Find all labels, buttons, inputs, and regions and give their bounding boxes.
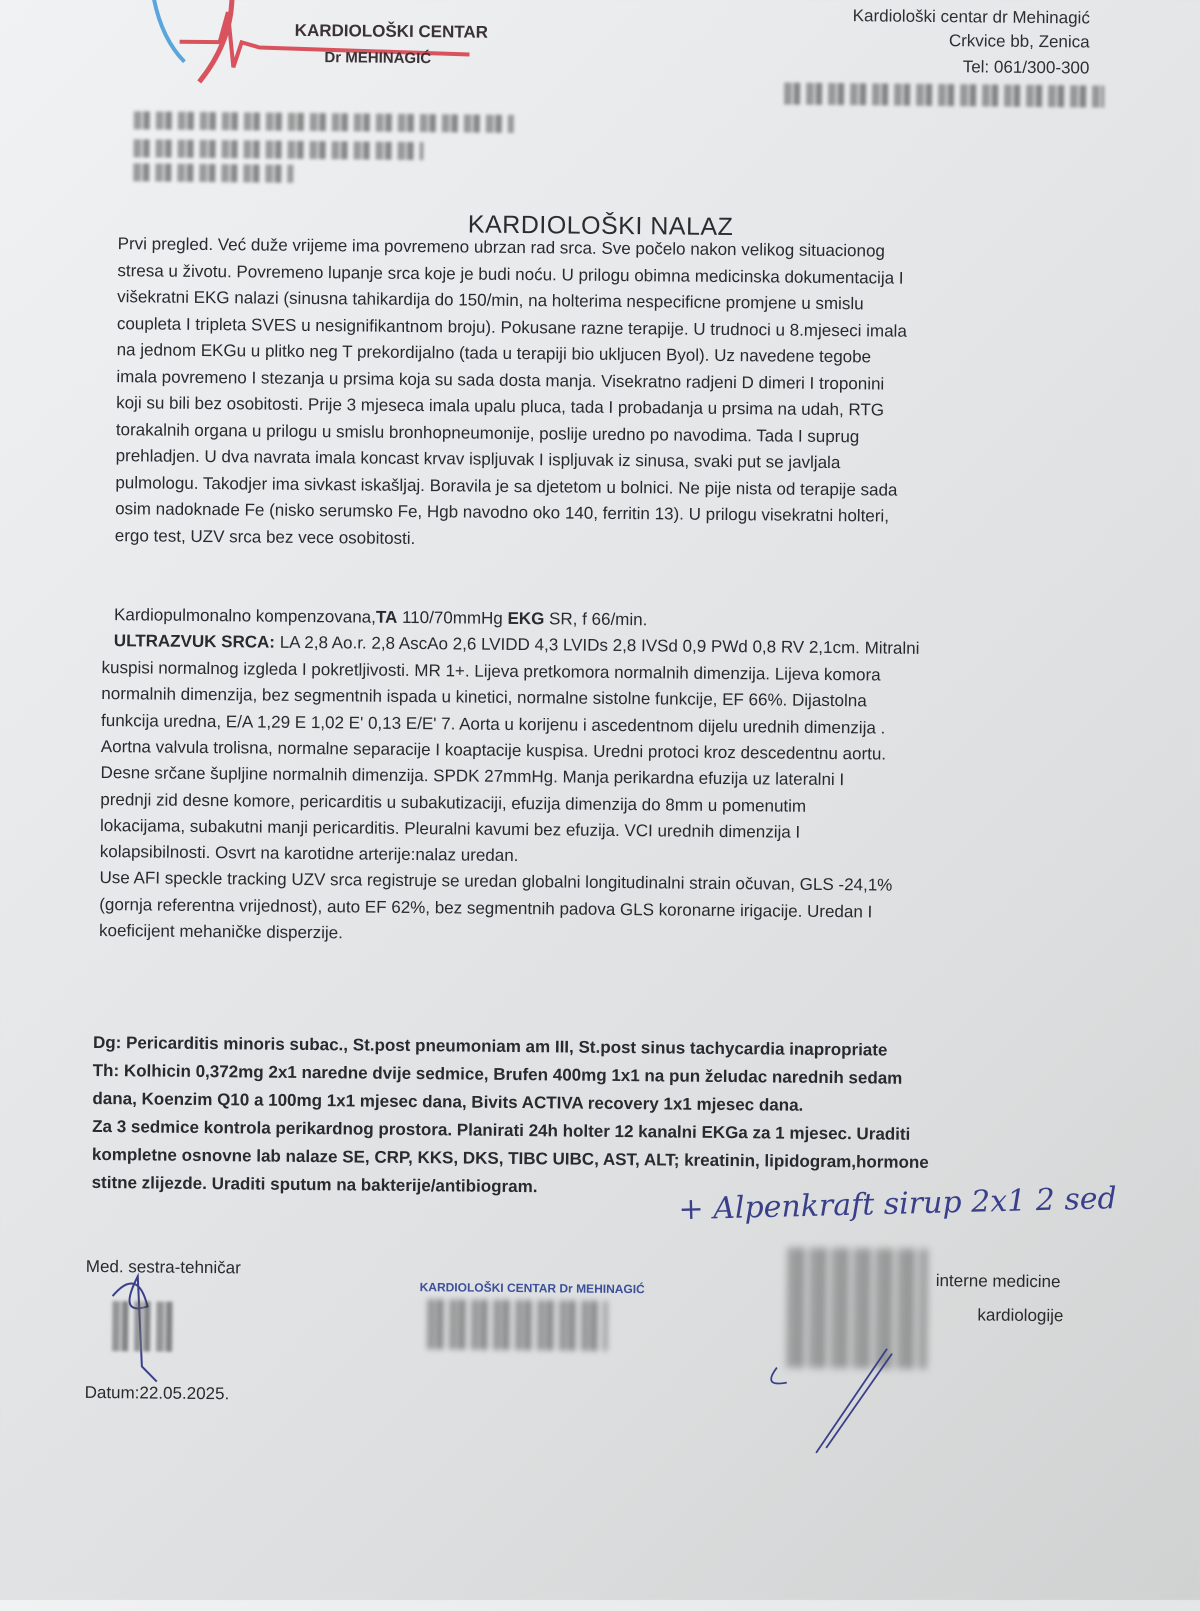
history-line: višekratni EKG nalazi (sinusna tahikardija do 150/min, na holterima nespecificne promjene u smislu <box>117 287 864 314</box>
redacted-patient-address <box>133 139 423 160</box>
echo-line: normalnih dimenzija, bez segmentnih ispada u kinetici, normalne sistolne funkcije, EF 66%. Dijastolna <box>101 684 867 711</box>
redacted-stamp <box>427 1299 607 1351</box>
logo-subtitle: Dr MEHINAGIĆ <box>324 49 432 68</box>
stamp-text: KARDIOLOŠKI CENTAR Dr MEHINAGIĆ <box>419 1280 645 1297</box>
redacted-patient-dob <box>133 163 293 183</box>
page-title: KARDIOLOŠKI NALAZ <box>467 210 734 242</box>
clinic-address: Crkvice bb, Zenica <box>948 31 1090 52</box>
clinic-phone: Tel: 061/300-300 <box>962 57 1090 78</box>
handwritten-note: + Alpenkraft sirup 2x1 2 sed <box>678 1181 1118 1228</box>
history-line: ergo test, UZV srca bez vece osobitosti. <box>114 525 416 548</box>
conclusion-line: Za 3 sedmice kontrola perikardnog prostora. Planirati 24h holter 12 kanalni EKGa za 1 mjesec. Uraditi <box>92 1116 911 1144</box>
ta-label: TA <box>375 607 398 627</box>
echo-line: Desne srčane šupljine normalnih dimenzija. SPDK 27mmHg. Manja perikardna efuzija uz lateralni I <box>100 763 845 790</box>
history-line: coupleta I tripleta SVES u nesignifikantnom broju). Pokusane razne terapije. U trudnoci u 8.mjeseci imala <box>116 313 907 341</box>
history-line: stresa u životu. Povremeno lupanje srca koje je budi noću. U prilogu obimna medicinska dokumentacija I <box>117 260 904 288</box>
conclusion-line: Th: Kolhicin 0,372mg 2x1 naredne dvije sedmice, Brufen 400mg 1x1 na pun želudac narednih sedam <box>92 1060 903 1088</box>
echo-first-line <box>114 631 920 659</box>
history-line: Prvi pregled. Već duže vrijeme ima povremeno ubrzan rad srca. Sve počelo nakon velikog situacionog <box>117 234 886 261</box>
echo-line: Aortna valvula trolisna, normalne separacije I koaptacije kuspisa. Uredni protoci kroz descedentnu aortu. <box>100 736 887 764</box>
echo-line: koeficijent mehaničke disperzije. <box>98 920 343 943</box>
ta-value: 110/70mmHg <box>397 607 508 628</box>
echo-line: kolapsibilnosti. Osvrt na karotidne arterije:nalaz uredan. <box>99 842 519 866</box>
history-line: imala povremeno I stezanja u prsima koja su sada dosta manja. Visekratno radjeni D dimeri I troponini <box>116 366 885 394</box>
ekg-value: SR, f 66/min. <box>544 609 648 630</box>
echo-line: kuspisi normalnog izgleda I pokretljivosti. MR 1+. Lijeva pretkomora normalnih dimenzija. Lijeva komora <box>101 658 881 685</box>
history-line: osim nadoknade Fe (nisko serumsko Fe, Hgb navodno oko 140, ferritin 13). U prilogu visekratni holteri, <box>115 499 890 526</box>
history-line: na jednom EKGu u plitko neg T prekordijalno (tada u terapiji bio ukljucen Byol). Uz navedene tegobe <box>116 340 872 367</box>
status-line <box>114 605 647 630</box>
history-line: pulmologu. Takodjer ima sivkast iskašljaj. Boravila je sa djetetom u bolnici. Ne pije nista od terapije sada <box>115 472 898 500</box>
history-line: torakalnih organa u prilogu u smislu bronhopneumonije, poslije uredno po navodima. Tada I suprug <box>115 419 860 446</box>
status-text: Kardiopulmonalno kompenzovana, <box>114 605 376 627</box>
echo-line: funkcija uredna, E/A 1,29 E 1,02 E' 0,13 E/E' 7. Aorta u korijenu i ascedentnom dijelu urednih dimenzija . <box>101 710 886 738</box>
nurse-label: Med. sestra-tehničar <box>85 1256 241 1278</box>
doctor-signature-icon <box>756 1347 907 1458</box>
echo-line: prednji zid desne komore, pericarditis u subakutizaciji, efuzija dimenzija do 8mm u pomenutim <box>100 789 807 816</box>
echo-measurements: LA 2,8 Ao.r. 2,8 AscAo 2,6 LVIDD 4,3 LVIDs 2,8 IVSd 0,9 PWd 0,8 RV 2,1cm. Mitralni <box>274 632 920 658</box>
redacted-patient-name <box>134 111 514 133</box>
echo-line: Use AFI speckle tracking UZV srca registruje se uredan globalni longitudinalni strain očuvan, GLS -24,1% <box>99 868 893 895</box>
ekg-label: EKG <box>507 608 545 629</box>
redacted-nurse-stamp <box>112 1301 172 1352</box>
history-line: koji su bili bez osobitosti. Prije 3 mjeseca imala upalu pluca, tada I probadanja u prsima na udah, RTG <box>116 393 885 420</box>
doctor-title-line1: interne medicine <box>935 1271 1061 1292</box>
heart-ecg-logo-icon <box>139 0 500 95</box>
conclusion-line: kompletne osnovne lab nalaze SE, CRP, KKS, DKS, TIBC UIBC, AST, ALT; kreatinin, lipidogram,hormone <box>91 1144 929 1172</box>
logo-title: KARDIOLOŠKI CENTAR <box>294 20 489 42</box>
clinic-name: Kardiološki centar dr Mehinagić <box>852 6 1090 28</box>
conclusion-line: stitne zlijezde. Uraditi sputum na bakterije/antibiogram. <box>91 1172 538 1197</box>
history-line: prehladjen. U dva navrata imala koncast krvav ispljuvak I ispljuvak iz sinusa, svaki put se javljala <box>115 446 841 473</box>
echo-line: (gornja referentna vrijednost), auto EF 62%, bez segmentnih padova GLS koronarne irigacije. Uredan I <box>99 894 873 922</box>
date: Datum:22.05.2025. <box>84 1382 230 1404</box>
doctor-title-line2: kardiologije <box>977 1305 1064 1326</box>
echo-label: ULTRAZVUK SRCA: <box>113 631 276 652</box>
conclusion-line: Dg: Pericarditis minoris subac., St.post pneumoniam am III, St.post sinus tachycardia inapropriate <box>92 1032 888 1060</box>
redacted-block <box>784 83 1104 108</box>
echo-line: lokacijama, subakutni manji pericarditis. Pleuralni kavumi bez efuzija. VCI urednih dimenzija I <box>99 815 801 842</box>
conclusion-line: dana, Koenzim Q10 a 100mg 1x1 mjesec dana, Bivits ACTIVA recovery 1x1 mjesec dana. <box>92 1088 804 1115</box>
